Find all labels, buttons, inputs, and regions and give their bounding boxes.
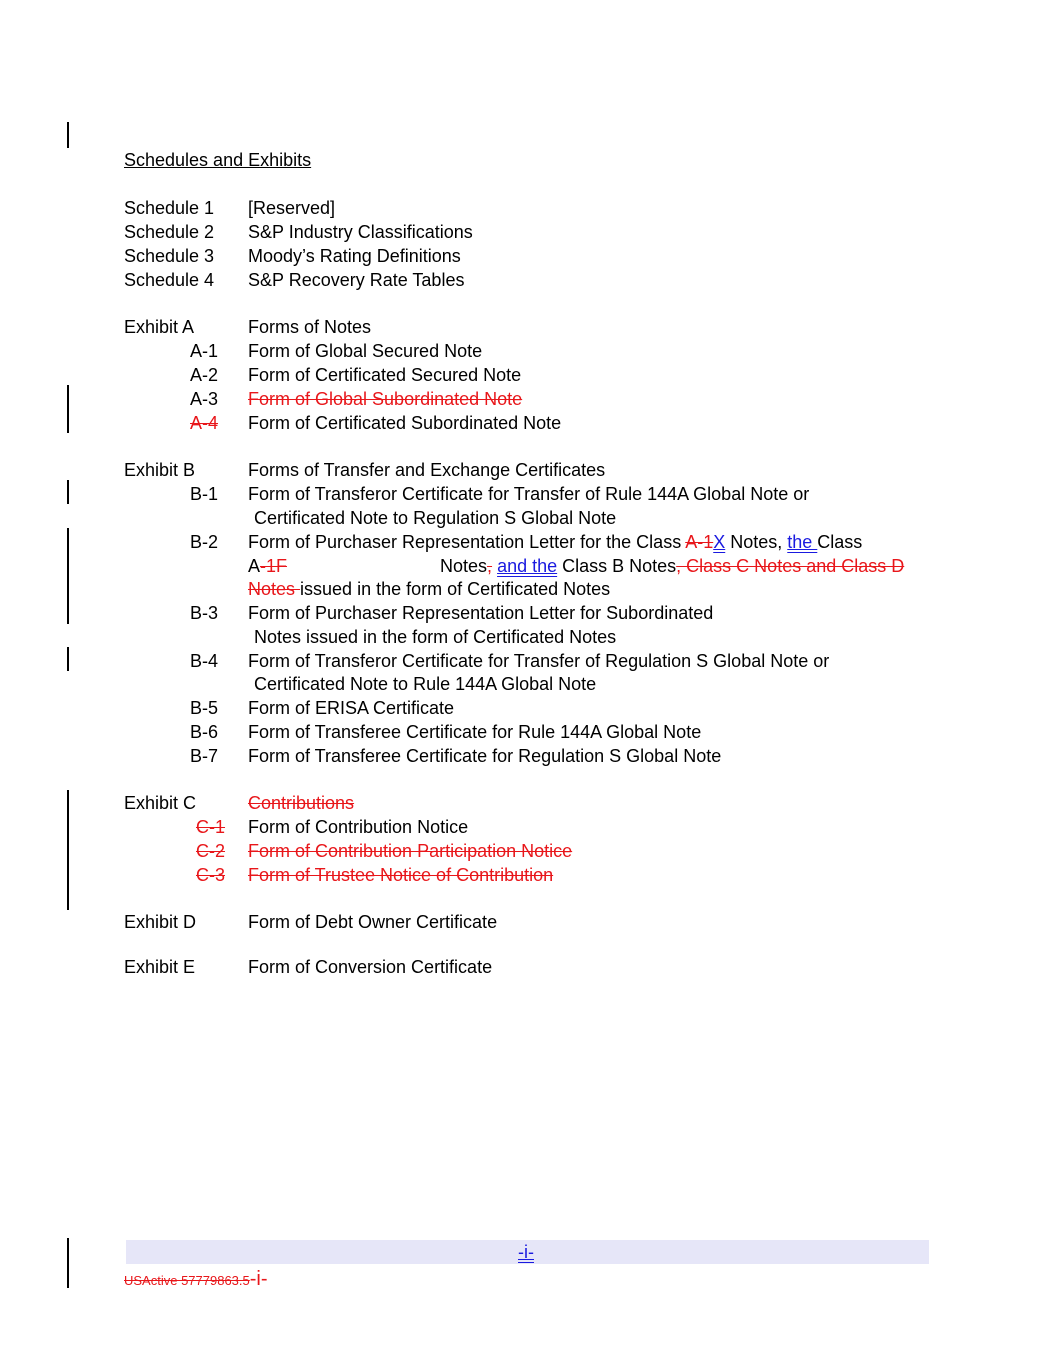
exhibit-text: Form of Conversion Certificate bbox=[248, 957, 493, 977]
change-bar bbox=[67, 385, 69, 433]
deleted-text: Notes bbox=[248, 579, 301, 599]
exhibit-item-text: Form of Contribution Notice bbox=[248, 817, 469, 837]
text-run: issued in the form of Certificated Notes bbox=[300, 579, 611, 599]
change-bar bbox=[67, 480, 69, 504]
deleted-exhibit-item-num: A-4 bbox=[190, 413, 219, 433]
schedule-label: Schedule 4 bbox=[124, 270, 215, 290]
deleted-doc-page: -i- bbox=[249, 1268, 268, 1290]
exhibit-item-text: Certificated Note to Regulation S Global Note bbox=[254, 508, 617, 528]
exhibit-label: Exhibit E bbox=[124, 957, 196, 977]
exhibit-item-num: A-3 bbox=[190, 389, 219, 409]
exhibit-item-text: Form of Transferee Certificate for Regulation S Global Note bbox=[248, 746, 722, 766]
exhibit-item-text bbox=[248, 578, 610, 600]
exhibit-item-text: Notes issued in the form of Certificated Notes bbox=[254, 627, 617, 647]
exhibit-text: Forms of Transfer and Exchange Certificates bbox=[248, 460, 606, 480]
deleted-text: A-1 bbox=[685, 532, 714, 552]
schedule-label: Schedule 2 bbox=[124, 222, 215, 242]
text-run: Notes bbox=[440, 556, 488, 576]
text-run: Notes, bbox=[725, 532, 788, 552]
exhibit-item-num: B-5 bbox=[190, 698, 219, 718]
exhibit-item-num: B-2 bbox=[190, 532, 219, 552]
exhibit-text: Form of Debt Owner Certificate bbox=[248, 912, 498, 932]
deleted-exhibit-item-num: C-2 bbox=[196, 841, 226, 861]
inserted-text: and the bbox=[497, 556, 558, 576]
exhibit-item-num: B-4 bbox=[190, 651, 219, 671]
change-bar bbox=[67, 790, 69, 910]
exhibit-label: Exhibit C bbox=[124, 793, 197, 813]
change-bar bbox=[67, 1238, 69, 1288]
exhibit-label: Exhibit A bbox=[124, 317, 195, 337]
exhibit-item-text: Certificated Note to Rule 144A Global Note bbox=[254, 674, 597, 694]
text-run: A bbox=[248, 556, 261, 576]
inserted-text: the bbox=[787, 532, 818, 552]
deleted-doc-id: USActive 57779863.5 bbox=[124, 1273, 250, 1288]
exhibit-text: Forms of Notes bbox=[248, 317, 372, 337]
page-number: -i- bbox=[518, 1242, 534, 1262]
deleted-exhibit-item-text: Form of Contribution Participation Notice bbox=[248, 841, 573, 861]
schedule-text: S&P Recovery Rate Tables bbox=[248, 270, 465, 290]
exhibit-item-num: B-6 bbox=[190, 722, 219, 742]
exhibit-label: Exhibit B bbox=[124, 460, 196, 480]
change-bar bbox=[67, 528, 69, 624]
deleted-exhibit-item-text: Form of Global Subordinated Note bbox=[248, 389, 523, 409]
exhibit-label: Exhibit D bbox=[124, 912, 197, 932]
exhibit-item-num: B-1 bbox=[190, 484, 219, 504]
exhibit-item-num: A-2 bbox=[190, 365, 219, 385]
inserted-text: X bbox=[713, 532, 726, 552]
exhibit-item-text: Form of Certificated Secured Note bbox=[248, 365, 522, 385]
exhibit-item-text: Form of Transferee Certificate for Rule 144A Global Note bbox=[248, 722, 702, 742]
document-id bbox=[124, 1270, 268, 1290]
exhibit-item-text: Form of ERISA Certificate bbox=[248, 698, 455, 718]
deleted-exhibit-text: Contributions bbox=[248, 793, 355, 813]
exhibit-item-text: Form of Global Secured Note bbox=[248, 341, 483, 361]
exhibit-item-num: B-7 bbox=[190, 746, 219, 766]
deleted-text: , Class C Notes and Class D bbox=[676, 556, 905, 576]
change-bar bbox=[67, 647, 69, 671]
schedule-text: S&P Industry Classifications bbox=[248, 222, 473, 242]
deleted-text: , bbox=[487, 556, 493, 576]
exhibit-item-num: A-1 bbox=[190, 341, 219, 361]
schedule-text: Moody’s Rating Definitions bbox=[248, 246, 461, 266]
exhibit-item-text bbox=[248, 555, 287, 577]
text-run: Class B Notes bbox=[557, 556, 677, 576]
exhibit-item-text: Form of Transferor Certificate for Transfer of Regulation S Global Note or bbox=[248, 651, 830, 671]
deleted-text: -1F bbox=[260, 556, 288, 576]
page-title: Schedules and Exhibits bbox=[124, 150, 312, 170]
deleted-exhibit-item-text: Form of Trustee Notice of Contribution bbox=[248, 865, 554, 885]
schedule-text: [Reserved] bbox=[248, 198, 336, 218]
exhibit-item-text: Form of Transferor Certificate for Transfer of Rule 144A Global Note or bbox=[248, 484, 810, 504]
exhibit-item-text bbox=[440, 555, 904, 577]
schedule-label: Schedule 3 bbox=[124, 246, 215, 266]
exhibit-item-text bbox=[248, 531, 862, 553]
schedule-label: Schedule 1 bbox=[124, 198, 215, 218]
deleted-exhibit-item-num: C-1 bbox=[196, 817, 226, 837]
change-bar bbox=[67, 122, 69, 148]
exhibit-item-text: Form of Certificated Subordinated Note bbox=[248, 413, 562, 433]
text-run: Class bbox=[817, 532, 863, 552]
deleted-exhibit-item-num: C-3 bbox=[196, 865, 226, 885]
text-run: Form of Purchaser Representation Letter for the Class bbox=[248, 532, 686, 552]
exhibit-item-text: Form of Purchaser Representation Letter for Subordinated bbox=[248, 603, 714, 623]
exhibit-item-num: B-3 bbox=[190, 603, 219, 623]
